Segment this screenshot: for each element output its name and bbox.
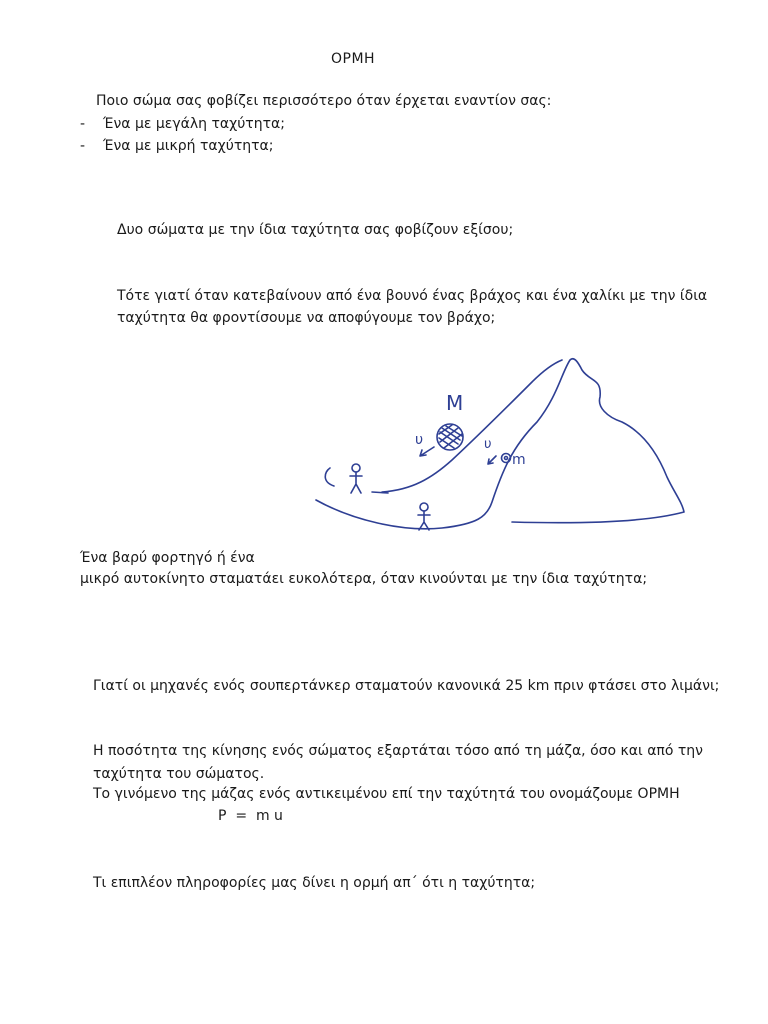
small-mass-label: m [512,452,526,468]
momentum-statement-line1: Η ποσότητα της κίνησης ενός σώματος εξαρτάται τόσο από τη μάζα, όσο και από την [93,743,703,759]
person-lower-head [420,503,428,511]
path-curl [325,468,334,486]
momentum-statement-line2: ταχύτητα του σώματος. [93,766,265,782]
question-truck-car-line2: μικρό αυτοκίνητο σταματάει ευκολότερα, όταν κινούνται με την ίδια ταχύτητα; [80,571,648,587]
pebble-velocity-arrow [488,456,496,464]
page-title: ΟΡΜΗ [331,51,376,67]
question-truck-car-line1: Ένα βαρύ φορτηγό ή ένα [80,550,255,566]
mountain-rock-sketch [312,352,692,552]
question-rock-pebble-line1: Τότε γιατί όταν κατεβαίνουν από ένα βουνό ένας βράχος και ένα χαλίκι με την ίδια [117,288,708,304]
momentum-definition: Το γινόμενο της μάζας ενός αντικειμένου επί την ταχύτητά του ονομάζουμε ΟΡΜΗ [93,786,680,802]
question-rock-pebble-line2: ταχύτητα θα φροντίσουμε να αποφύγουμε τον βράχο; [117,310,496,326]
option-dash: - [80,138,86,154]
option-low-speed: Ένα με μικρή ταχύτητα; [103,138,274,154]
mountain-outline [316,359,684,529]
ground-dash [372,492,388,493]
question-which-body-scares: Ποιο σώμα σας φοβίζει περισσότερο όταν έρχεται εναντίον σας: [96,93,552,109]
person-upper-head [352,464,360,472]
mountain-rock-drawing [312,352,692,552]
person-upper-body [350,472,362,493]
small-pebble-core [505,457,508,460]
option-dash: - [80,116,86,132]
person-lower-body [418,511,430,530]
question-same-speed: Δυο σώματα με την ίδια ταχύτητα σας φοβίζουν εξίσου; [117,222,514,238]
question-supertanker: Γιατί οι μηχανές ενός σουπερτάνκερ σταματούν κανονικά 25 km πριν φτάσει στο λιμάνι; [93,678,720,694]
pebble-velocity-label: υ [484,437,492,452]
big-mass-label: M [446,391,464,415]
question-extra-information: Τι επιπλέον πληροφορίες μας δίνει η ορμή απ΄ ότι η ταχύτητα; [93,875,536,891]
inner-slope-line [382,360,562,492]
option-high-speed: Ένα με μεγάλη ταχύτητα; [103,116,285,132]
big-rock-velocity-arrow [420,447,434,456]
big-rock-velocity-label: υ [415,432,424,448]
momentum-formula: P = m u [218,808,283,824]
